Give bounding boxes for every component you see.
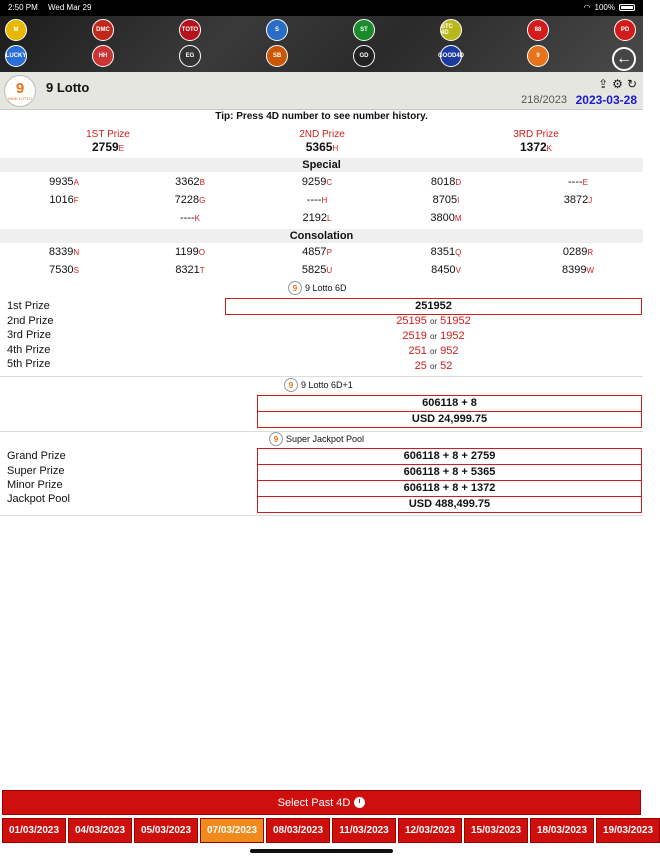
special-number-suffix: F	[73, 196, 79, 205]
second-prize[interactable]	[215, 129, 429, 154]
singapore-pools-icon[interactable]: S	[266, 19, 288, 41]
consolation-number-suffix: Q	[455, 248, 462, 257]
lucky-icon[interactable]: LUCKY	[5, 45, 27, 67]
first-prize-label: 1ST Prize	[86, 129, 130, 140]
special-number-value: 8705	[432, 194, 458, 206]
special-number-value: 3800	[430, 212, 455, 224]
lotto6d-label-2: 2nd Prize	[7, 315, 54, 327]
third-prize-label: 3RD Prize	[513, 129, 559, 140]
consolation-number[interactable]	[514, 264, 642, 276]
special-number[interactable]	[514, 194, 642, 206]
damacai-icon[interactable]: DMC	[92, 19, 114, 41]
special-number[interactable]	[382, 176, 510, 188]
nine-lotto-mini-icon: 9	[284, 378, 298, 392]
hari-hari-icon[interactable]: HH	[92, 45, 114, 67]
gear-icon[interactable]: ⚙	[612, 77, 623, 91]
date-button[interactable]: 07/03/2023	[200, 818, 264, 843]
third-prize-suffix: K	[546, 144, 553, 153]
consolation-number[interactable]	[0, 264, 128, 276]
lotto6d-alt-back: 1952	[440, 330, 465, 342]
jackpot-title	[269, 432, 364, 446]
or-separator: or	[429, 362, 438, 371]
lotto6d-alt-front: 251	[408, 345, 427, 357]
date-button[interactable]: 04/03/2023	[68, 818, 132, 843]
consolation-number[interactable]	[0, 246, 128, 258]
consolation-number[interactable]	[253, 264, 381, 276]
special-number-value: 8018	[430, 176, 456, 188]
refresh-icon[interactable]: ↻	[626, 77, 637, 91]
lotto6d-label-4: 4th Prize	[7, 344, 51, 356]
lotto6d-title	[288, 281, 347, 295]
home-indicator	[250, 849, 393, 853]
special-number[interactable]	[0, 176, 128, 188]
battery-icon	[619, 4, 635, 11]
lotto6d-alt-row[interactable]	[225, 345, 642, 357]
date-button[interactable]: 11/03/2023	[332, 818, 396, 843]
special-number-suffix: L	[327, 214, 332, 223]
special-number-suffix: E	[582, 178, 588, 187]
second-prize-suffix: H	[332, 144, 339, 153]
sabah-icon[interactable]: SB	[266, 45, 288, 67]
special-number[interactable]	[126, 176, 254, 188]
third-prize-number[interactable]: 1372	[519, 140, 547, 154]
back-arrow-icon[interactable]: ←	[612, 47, 636, 71]
consolation-number[interactable]	[382, 246, 510, 258]
special-number-suffix: M	[454, 214, 462, 223]
stc-4d-icon[interactable]: STC 4D	[440, 19, 462, 41]
wifi-icon: ◠	[583, 3, 591, 12]
first-prize[interactable]	[1, 129, 215, 154]
date-button[interactable]: 08/03/2023	[266, 818, 330, 843]
date-strip	[2, 818, 654, 843]
lotto6d-label-3: 3rd Prize	[7, 329, 52, 341]
lotto6d1-number[interactable]: 606118 + 8	[257, 395, 642, 412]
jackpot-pool-value: USD 488,499.75	[257, 496, 642, 513]
date-button[interactable]: 12/03/2023	[398, 818, 462, 843]
draw-number: 218/2023	[521, 94, 567, 106]
consolation-number[interactable]	[126, 246, 254, 258]
logo-caption: NINE LOTTO	[8, 96, 32, 101]
consolation-number-value: 7530	[49, 264, 74, 276]
nine-lotto-mini-icon: 9	[288, 281, 302, 295]
date-button[interactable]: 19/03/2023	[596, 818, 660, 843]
divider	[0, 376, 643, 377]
sandakan-icon[interactable]: ST	[353, 19, 375, 41]
consolation-number-suffix: O	[198, 248, 205, 257]
divider	[0, 515, 643, 516]
operator-grid	[0, 16, 643, 72]
toto-icon[interactable]: TOTO	[179, 19, 201, 41]
special-header: Special	[0, 158, 643, 172]
page-header	[0, 72, 643, 110]
special-number[interactable]	[126, 212, 254, 224]
consolation-number-suffix: N	[73, 248, 80, 257]
special-number-suffix: B	[199, 178, 205, 187]
jackpot-super-value[interactable]: 606118 + 8 + 5365	[257, 464, 642, 481]
lotto6d1-title	[284, 378, 353, 392]
consolation-number[interactable]	[514, 246, 642, 258]
lotto6d-alt-front: 2519	[402, 330, 427, 342]
second-prize-number[interactable]: 5365	[305, 140, 333, 154]
first-prize-number[interactable]: 2759	[91, 140, 119, 154]
lotto6d-alt-back: 51952	[440, 315, 471, 327]
special-number-value: ----	[568, 176, 583, 188]
consolation-number[interactable]	[126, 264, 254, 276]
consolation-number-value: 8399	[561, 264, 587, 276]
jackpot-title-text: Super Jackpot Pool	[286, 434, 365, 444]
consolation-number-value: 5825	[301, 264, 327, 276]
lotto6d-alt-back: 52	[440, 360, 453, 372]
special-number[interactable]	[126, 194, 254, 206]
clock-icon	[354, 797, 365, 808]
special-number-suffix: G	[199, 196, 206, 205]
special-number[interactable]	[382, 194, 510, 206]
consolation-number-suffix: S	[73, 266, 79, 275]
special-number[interactable]	[0, 194, 128, 206]
special-number-suffix: A	[73, 178, 79, 187]
lotto6d-alt-row[interactable]	[225, 330, 642, 342]
special-number-suffix: C	[326, 178, 333, 187]
consolation-number[interactable]	[382, 264, 510, 276]
special-number[interactable]	[382, 212, 510, 224]
special-number-value: 3872	[563, 194, 589, 206]
date-button[interactable]: 18/03/2023	[530, 818, 594, 843]
draw-date[interactable]: 2023-03-28	[575, 93, 637, 107]
special-number[interactable]	[253, 194, 381, 206]
cashsweep-icon[interactable]: 88	[527, 19, 549, 41]
special-number[interactable]	[514, 176, 642, 188]
or-separator: or	[429, 332, 438, 341]
lotto6d-alt-front: 25195	[396, 315, 427, 327]
jackpot-label-pool: Jackpot Pool	[7, 493, 70, 505]
status-right	[584, 3, 635, 12]
third-prize[interactable]	[429, 129, 643, 154]
nine-lotto-logo	[4, 75, 36, 107]
header-actions	[598, 77, 637, 91]
lotto6d-alt-row[interactable]	[225, 315, 642, 327]
consolation-number-value: 0289	[562, 246, 588, 258]
status-date: Wed Mar 29	[48, 3, 92, 12]
special-number-value: 2192	[302, 212, 328, 224]
date-button[interactable]: 15/03/2023	[464, 818, 528, 843]
special-number-suffix: K	[194, 214, 200, 223]
perdana-icon[interactable]: PD	[614, 19, 636, 41]
status-bar	[0, 0, 643, 16]
jackpot-grand-value[interactable]: 606118 + 8 + 2759	[257, 448, 642, 465]
select-past-label: Select Past 4D	[277, 796, 351, 809]
eagle-icon[interactable]: EG	[179, 45, 201, 67]
status-time: 2:50 PM	[8, 3, 38, 12]
second-prize-label: 2ND Prize	[299, 129, 345, 140]
special-number-suffix: H	[321, 196, 328, 205]
special-number-value: 9935	[49, 176, 74, 188]
jackpot-label-minor: Minor Prize	[7, 479, 63, 491]
consolation-number-suffix: W	[586, 266, 595, 275]
first-prize-suffix: E	[118, 144, 125, 153]
good4d-icon[interactable]: GOOD4D	[440, 45, 462, 67]
consolation-number-value: 4857	[302, 246, 327, 258]
consolation-number-value: 8351	[430, 246, 456, 258]
consolation-number-suffix: R	[587, 248, 594, 257]
consolation-number-value: 8321	[175, 264, 200, 276]
or-separator: or	[429, 347, 438, 356]
special-number-value: 7228	[174, 194, 200, 206]
special-number-value: ----	[306, 194, 322, 206]
consolation-number-value: 8339	[48, 246, 74, 258]
consolation-number-value: 8450	[431, 264, 456, 276]
lotto6d1-amount: USD 24,999.75	[257, 411, 642, 428]
lotto6d1-title-text: 9 Lotto 6D+1	[301, 380, 353, 390]
date-button[interactable]: 01/03/2023	[2, 818, 66, 843]
nine-lotto-icon[interactable]: 9	[527, 45, 549, 67]
special-number[interactable]	[253, 212, 381, 224]
select-past-button[interactable]	[2, 790, 641, 815]
special-number[interactable]	[253, 176, 381, 188]
special-number-suffix: I	[457, 196, 460, 205]
tip-text: Tip: Press 4D number to see number history.	[215, 111, 428, 122]
lotto6d-alt-row[interactable]	[225, 360, 642, 372]
lotto6d-alt-front: 25	[414, 360, 427, 372]
consolation-number-value: 1199	[175, 246, 199, 258]
consolation-header: Consolation	[0, 229, 643, 243]
special-number-value: 1016	[49, 194, 74, 206]
share-icon[interactable]: ⇪	[598, 77, 609, 91]
granddragon-icon[interactable]: GD	[353, 45, 375, 67]
consolation-number-suffix: T	[199, 266, 205, 275]
special-number-suffix: D	[455, 178, 462, 187]
page-title: 9 Lotto	[46, 80, 90, 95]
nine-lotto-mini-icon: 9	[269, 432, 283, 446]
special-number-value: 3362	[175, 176, 200, 188]
logo-mark: 9	[15, 80, 25, 97]
consolation-number[interactable]	[253, 246, 381, 258]
lotto6d-label-1: 1st Prize	[7, 300, 50, 312]
battery-percent: 100%	[594, 3, 615, 12]
lotto6d-label-5: 5th Prize	[7, 358, 51, 370]
consolation-number-suffix: V	[455, 266, 461, 275]
special-number-suffix: J	[588, 196, 593, 205]
lotto6d-first-number[interactable]: 251952	[225, 298, 642, 315]
lotto6d-alt-back: 952	[440, 345, 459, 357]
consolation-number-suffix: U	[326, 266, 333, 275]
lotto6d-title-text: 9 Lotto 6D	[305, 283, 347, 293]
jackpot-minor-value[interactable]: 606118 + 8 + 1372	[257, 480, 642, 497]
consolation-number-suffix: P	[326, 248, 332, 257]
jackpot-label-super: Super Prize	[7, 465, 65, 477]
date-button[interactable]: 05/03/2023	[134, 818, 198, 843]
special-number-value: ----	[180, 212, 195, 224]
magnum-icon[interactable]: M	[5, 19, 27, 41]
special-number-value: 9259	[301, 176, 327, 188]
jackpot-label-grand: Grand Prize	[7, 450, 66, 462]
or-separator: or	[429, 317, 438, 326]
